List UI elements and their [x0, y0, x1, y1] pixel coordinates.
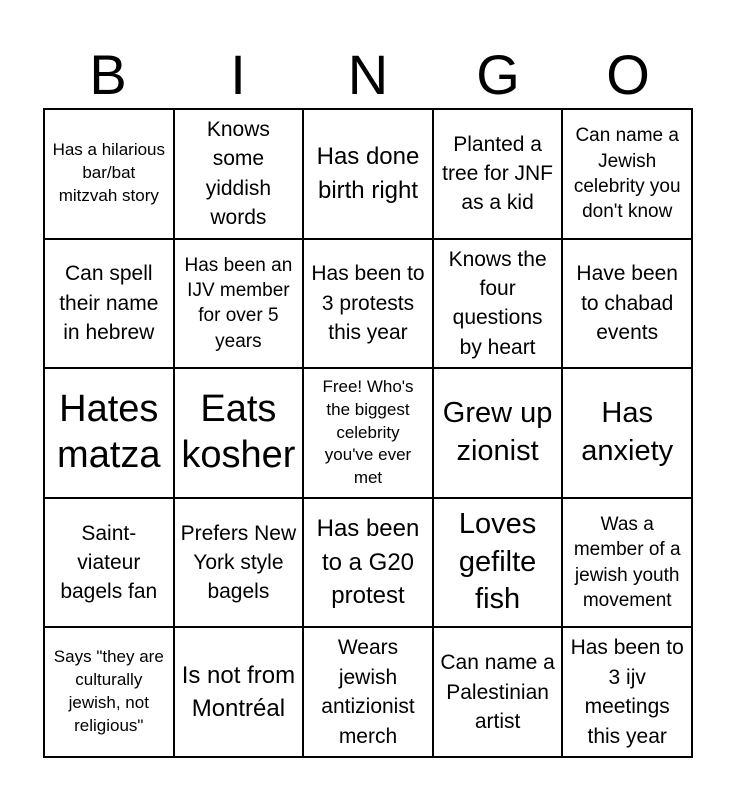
header-letter-b: B — [89, 42, 127, 106]
bingo-cell-4-4[interactable] — [433, 498, 563, 628]
header-letter-o: O — [606, 42, 650, 106]
bingo-cell-3-5[interactable] — [562, 368, 692, 498]
bingo-cell-1-5[interactable] — [562, 109, 692, 239]
bingo-cell-5-3[interactable] — [303, 627, 433, 757]
bingo-cell-2-4[interactable] — [433, 239, 563, 369]
bingo-cell-5-4[interactable] — [433, 627, 563, 757]
bingo-cell-text: Eats kosher — [181, 388, 296, 476]
bingo-cell-text: Has anxiety — [581, 397, 674, 467]
bingo-cell-4-2[interactable] — [174, 498, 304, 628]
bingo-cell-text: Can spell their name in hebrew — [59, 262, 159, 345]
bingo-cell-1-3[interactable] — [303, 109, 433, 239]
header-letter-n: N — [347, 42, 389, 106]
bingo-cell-5-2[interactable] — [174, 627, 304, 757]
bingo-cell-3-2[interactable] — [174, 368, 304, 498]
bingo-cell-4-1[interactable] — [44, 498, 174, 628]
bingo-cell-1-4[interactable] — [433, 109, 563, 239]
bingo-cell-5-1[interactable] — [44, 627, 174, 757]
bingo-cell-text: Free! Who's the biggest celebrity you've ever met — [322, 376, 414, 488]
bingo-cell-text: Knows the four questions by heart — [448, 247, 547, 359]
bingo-cell-text: Is not from Montréal — [181, 661, 296, 723]
bingo-cell-text: Says "they are culturally jewish, not religious" — [53, 647, 164, 736]
bingo-cell-5-5[interactable] — [562, 627, 692, 757]
header-letter-i: I — [230, 42, 246, 106]
bingo-cell-text: Grew up zionist — [442, 397, 553, 467]
bingo-cell-2-1[interactable] — [44, 239, 174, 369]
bingo-cell-2-2[interactable] — [174, 239, 304, 369]
bingo-cell-1-1[interactable] — [44, 109, 174, 239]
bingo-cell-text: Has been to 3 protests this year — [311, 262, 425, 345]
bingo-cell-text: Can name a Jewish celebrity you don't know — [573, 125, 681, 223]
bingo-cell-text: Has done birth right — [316, 143, 420, 204]
bingo-cell-text: Was a member of a jewish youth movement — [573, 514, 681, 611]
bingo-cell-text: Prefers New York style bagels — [180, 521, 297, 604]
bingo-cell-text: Wears jewish antizionist merch — [321, 636, 415, 748]
bingo-cell-text: Loves gefilte fish — [458, 508, 537, 616]
bingo-cell-3-4[interactable] — [433, 368, 563, 498]
bingo-cell-text: Can name a Palestinian artist — [440, 651, 555, 733]
bingo-header — [43, 40, 693, 108]
bingo-cell-1-2[interactable] — [174, 109, 304, 239]
bingo-cell-text: Has been to a G20 protest — [316, 515, 420, 610]
bingo-cell-3-1[interactable] — [44, 368, 174, 498]
header-letter-g: G — [476, 42, 520, 106]
bingo-cell-4-3[interactable] — [303, 498, 433, 628]
bingo-cell-2-3[interactable] — [303, 239, 433, 369]
bingo-cell-text: Has a hilarious bar/bat mitzvah story — [52, 140, 166, 206]
bingo-cell-text: Knows some yiddish words — [205, 118, 272, 230]
bingo-cell-2-5[interactable] — [562, 239, 692, 369]
bingo-cell-text: Has been to 3 ijv meetings this year — [570, 636, 684, 748]
bingo-cell-text: Saint-viateur bagels fan — [60, 521, 158, 604]
bingo-cell-3-3-free[interactable] — [303, 368, 433, 498]
bingo-board — [43, 108, 693, 758]
bingo-cell-4-5[interactable] — [562, 498, 692, 628]
bingo-cell-text: Hates matza — [57, 388, 161, 476]
bingo-cell-text: Has been an IJV member for over 5 years — [184, 254, 293, 352]
bingo-cell-text: Have been to chabad events — [576, 262, 678, 345]
bingo-cell-text: Planted a tree for JNF as a kid — [442, 132, 554, 215]
